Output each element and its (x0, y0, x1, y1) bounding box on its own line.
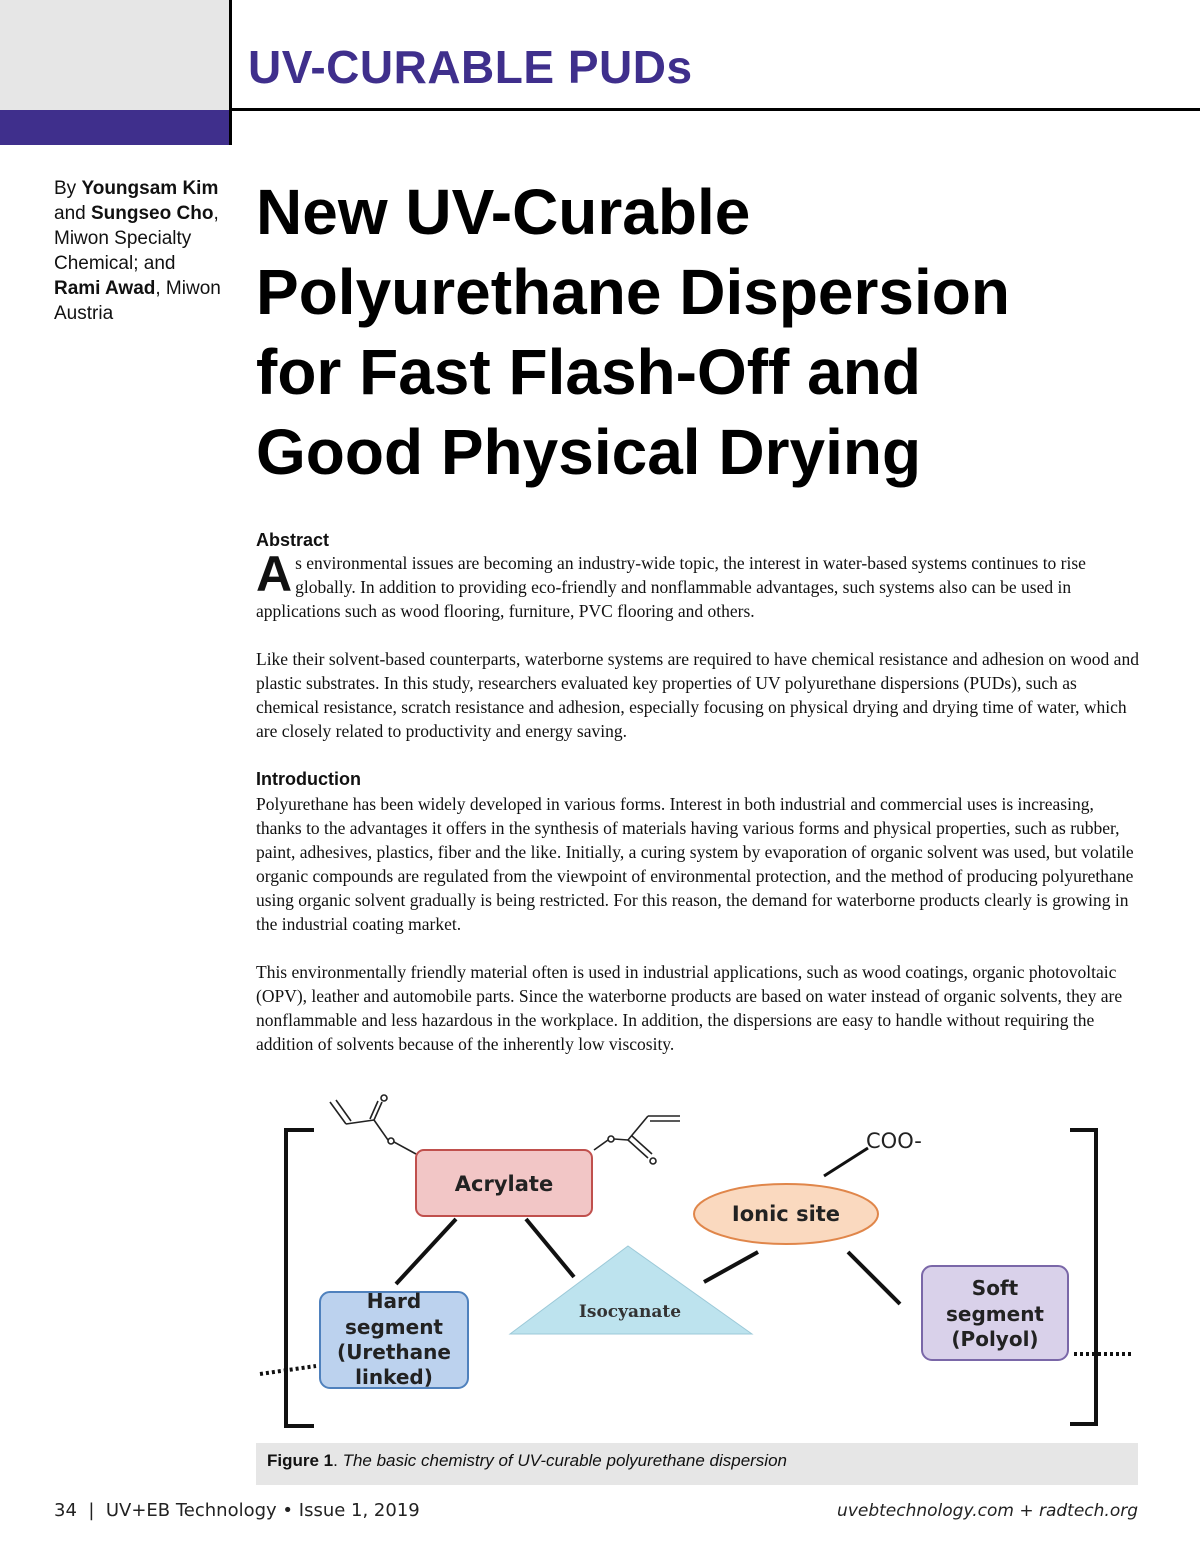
drop-cap: A (256, 546, 293, 602)
author-name: Sungseo Cho (90, 203, 214, 224)
hard-segment-label: linked) (355, 1365, 433, 1389)
introduction-paragraph: This environmentally friendly material often is used in industrial applications, such as wood coatings, organic photovoltaic (OPV), leather and automobile parts. Since the waterborne products are based on water instead of organic solvents, they are nonflammable and less hazardous in the workplace. In addition, the dispersions are easy to handle without requiring the addition of solvents because of the inherently low viscosity. (256, 962, 1123, 1054)
article-title-line: for Fast Flash-Off and (256, 336, 921, 408)
abstract-heading: Abstract (256, 530, 330, 550)
bond-isocyanate-ionic (704, 1252, 758, 1282)
author-name: Youngsam Kim (81, 178, 219, 199)
ionic-site-label: Ionic site (731, 1202, 841, 1226)
figure-caption (256, 1443, 1138, 1485)
bond-acrylate-hard (396, 1219, 456, 1284)
figure-caption-label: Figure 1 (267, 1451, 334, 1470)
abstract-paragraph: Like their solvent-based counterparts, waterborne systems are required to have chemical resistance and adhesion on wood and plastic substrates. In this study, researchers evaluated key properties of UV polyurethane dispersions (PUDs), such as chemical resistance, scratch resistance and adhesion, especially focusing on physical drying and drying time of water, which are closely related to productivity and energy saving. (256, 649, 1139, 741)
author-name: Rami Awad (54, 278, 156, 299)
bond-acrylate-isocyanate (526, 1219, 574, 1277)
article-title-line: Polyurethane Dispersion (256, 256, 1010, 328)
header-accent-bar (0, 110, 232, 145)
hard-segment-label: (Urethane (337, 1340, 451, 1364)
abstract-paragraph-text: s environmental issues are becoming an industry-wide topic, the interest in water-based systems continues to rise globally. In addition to providing eco-friendly and nonflammable advantages, such systems also can be used in applications such as wood flooring, furniture, PVC flooring and others. (256, 553, 1086, 621)
soft-segment-label: Soft (971, 1276, 1019, 1300)
article-title-line: Good Physical Drying (256, 416, 922, 488)
acrylate-structure-right (594, 1116, 680, 1164)
acrylate-label: Acrylate (454, 1172, 554, 1196)
abstract-section (256, 529, 1140, 743)
header-vertical-rule (229, 0, 232, 145)
acrylate-structure-left (330, 1095, 416, 1154)
introduction-section (256, 768, 1140, 1056)
hard-segment-label: segment (345, 1315, 443, 1339)
byline-connector: and (54, 203, 91, 224)
byline-prefix: By (54, 178, 82, 199)
page-footer-sites: uvebtechnology.com + radtech.org (837, 1501, 1138, 1521)
page-footer-left (54, 1500, 420, 1521)
article-title-line: New UV-Curable (256, 176, 751, 248)
figure-1 (256, 1088, 1138, 1444)
header-corner-block (0, 0, 229, 110)
pud-chemistry-diagram (256, 1088, 1138, 1444)
page-number: 34 (54, 1500, 77, 1521)
author-affiliation: , Miwon Austria (54, 278, 221, 324)
author-affiliation: , Miwon Specialty Chemical; and (54, 203, 219, 274)
article-title (256, 172, 1156, 492)
journal-issue: | UV+EB Technology • Issue 1, 2019 (76, 1500, 420, 1521)
byline (54, 176, 224, 326)
abstract-paragraph (256, 546, 1140, 623)
left-bracket (286, 1130, 314, 1426)
figure-caption-separator: . (333, 1451, 343, 1470)
introduction-heading: Introduction (256, 769, 361, 789)
figure-caption-text: The basic chemistry of UV-curable polyurethane dispersion (342, 1451, 787, 1470)
right-bracket (1070, 1130, 1096, 1424)
bond-ionic-coo (824, 1148, 868, 1176)
introduction-paragraph: Polyurethane has been widely developed in various forms. Interest in both industrial and commercial uses is increasing, thanks to the advantages it offers in the synthesis of materials having various forms and physical properties, such as rubber, paint, adhesives, plastics, fiber and the like. Initially, a curing system by evaporation of organic solvent was used, but volatile organic compounds are regulated from the viewpoint of environmental protection, and the method of producing polyurethane using organic solvent gradually is being restricted. For this reason, the demand for waterborne products clearly is growing in the industrial coating market. (256, 794, 1134, 934)
hard-segment-label: Hard (366, 1289, 422, 1313)
carboxylate-label: COO- (866, 1129, 922, 1153)
soft-segment-label: segment (946, 1302, 1044, 1326)
soft-segment-label: (Polyol) (951, 1327, 1039, 1351)
section-title: UV-CURABLE PUDs (248, 41, 693, 93)
isocyanate-label: Isocyanate (578, 1302, 682, 1322)
header-horizontal-rule (229, 108, 1200, 111)
bond-ionic-soft (848, 1252, 900, 1304)
